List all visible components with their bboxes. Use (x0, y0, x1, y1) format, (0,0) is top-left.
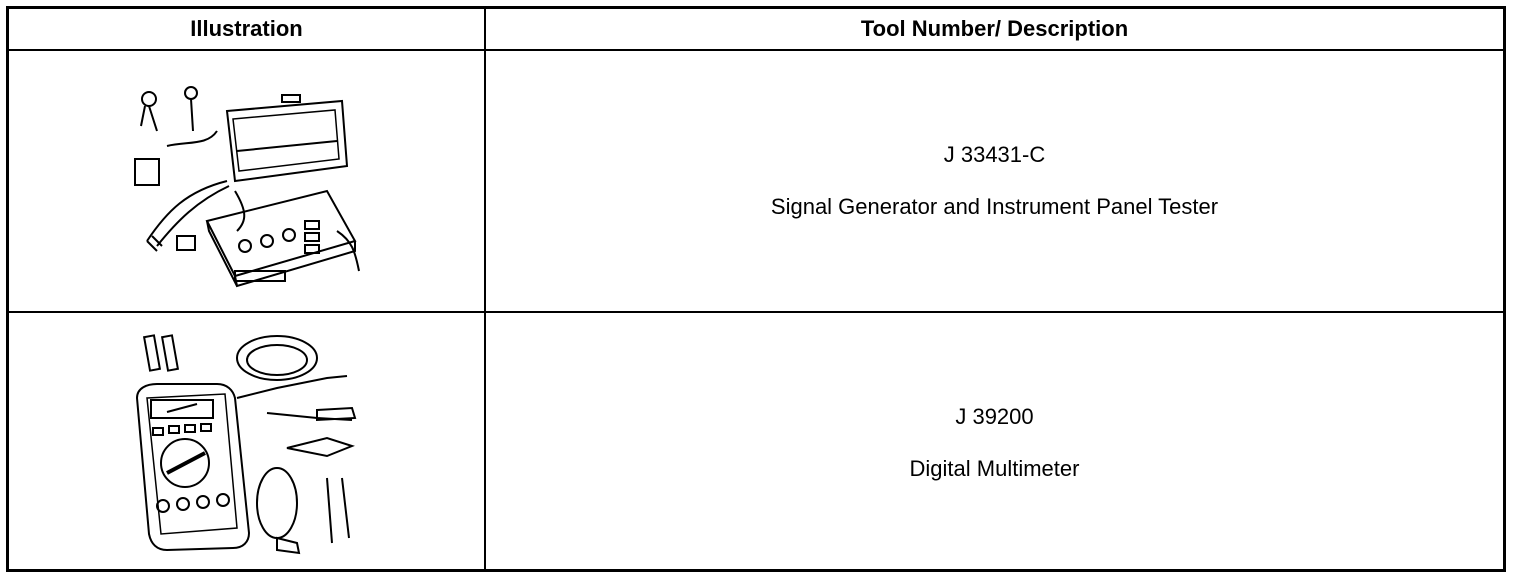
tool-table (6, 6, 1506, 572)
table-header-row (9, 9, 1503, 51)
illustration-cell (9, 51, 484, 311)
tool-number: J 33431-C (943, 142, 1046, 167)
tool-number: J 39200 (955, 403, 1034, 429)
tool-description: Digital Multimeter (909, 455, 1080, 481)
tool-description: Signal Generator and Instrument Panel Tester (770, 194, 1219, 219)
illustration-cell (9, 313, 484, 572)
header-illustration: Illustration (190, 16, 303, 41)
table-row (9, 313, 1503, 572)
table-row (9, 51, 1503, 313)
header-description: Tool Number/ Description (860, 16, 1129, 41)
description-cell (486, 51, 1503, 311)
description-cell (486, 313, 1503, 572)
signal-generator-kit-illustration (127, 71, 367, 291)
digital-multimeter-illustration (127, 328, 367, 558)
